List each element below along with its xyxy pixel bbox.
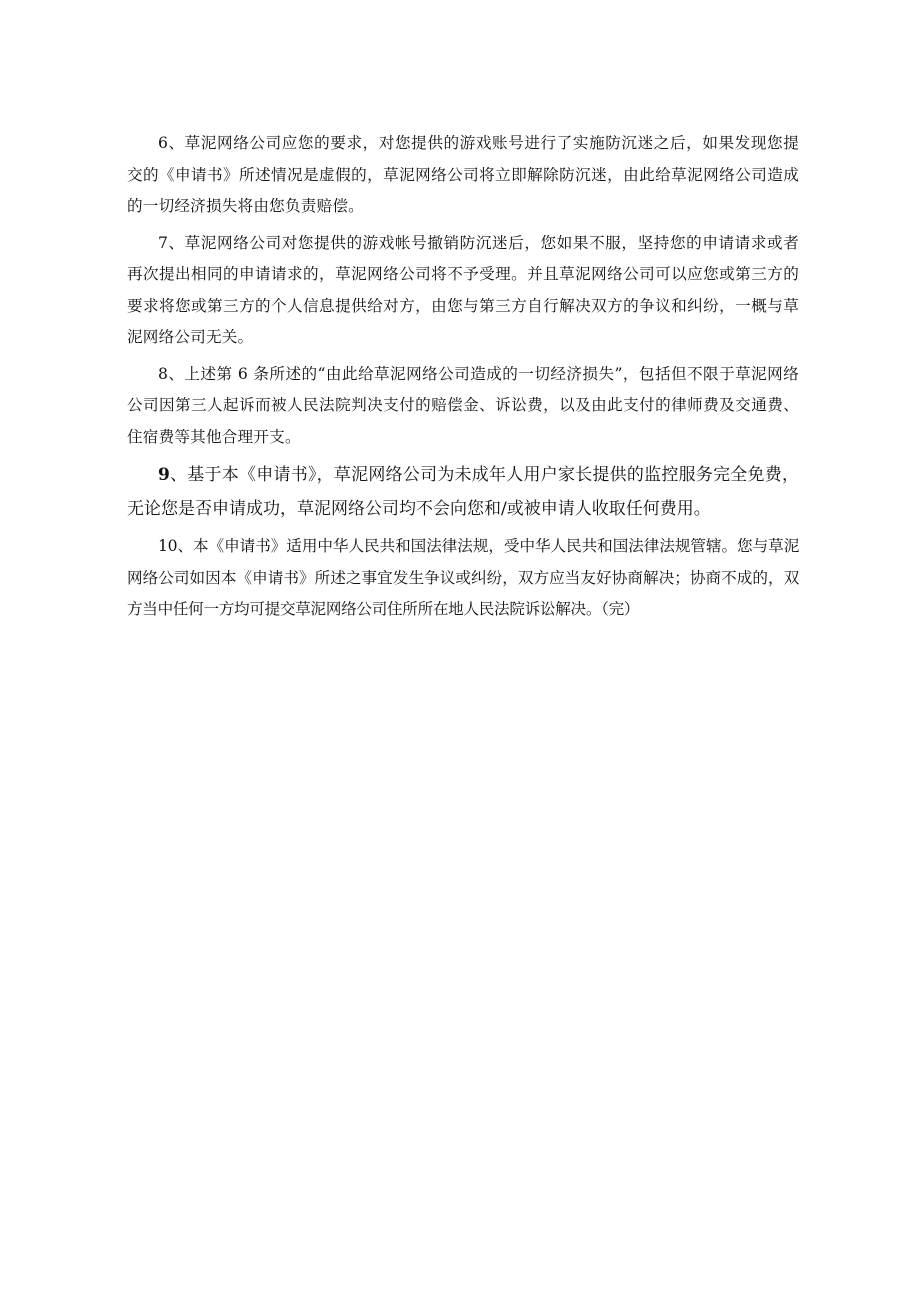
document-body — [127, 128, 799, 631]
paragraph-text: 、本《申请书》适用中华人民共和国法律法规，受中华人民共和国法律法规管辖。您与草泥网络公司如因本《申请书》所述之事宜发生争议或纠纷，双方应当友好协商解决；协商不成的，双方当中任何一方均可提交草泥网络公司住所所在地人民法院诉讼解决。（完） — [127, 537, 799, 618]
paragraph-text: 、上述第 6 条所述的“由此给草泥网络公司造成的一切经济损失”，包括但不限于草泥网络公司因第三人起诉而被人民法院判决支付的赔偿金、诉讼费，以及由此支付的律师费及交通费、住宿费等其他合理开支。 — [127, 364, 799, 446]
paragraph-10 — [127, 531, 799, 626]
paragraph-7 — [127, 228, 799, 354]
paragraph-text: 、基于本《申请书》，草泥网络公司为未成年人用户家长提供的监控服务完全免费，无论您是否申请成功，草泥网络公司均不会向您和/或被申请人收取任何费用。 — [127, 465, 799, 519]
paragraph-number: 8 — [158, 364, 169, 383]
paragraph-text: 、草泥网络公司对您提供的游戏帐号撤销防沉迷后，您如果不服，坚持您的申请请求或者再次提出相同的申请请求的，草泥网络公司将不予受理。并且草泥网络公司可以应您或第三方的要求将您或第三方的个人信息提供给对方，由您与第三方自行解决双方的争议和纠纷，一概与草泥网络公司无关。 — [127, 233, 799, 346]
paragraph-number: 7 — [158, 233, 169, 252]
paragraph-9 — [127, 458, 799, 526]
paragraph-number: 6 — [158, 134, 169, 152]
paragraph-number: 9 — [158, 465, 170, 485]
paragraph-6 — [127, 128, 799, 223]
paragraph-8 — [127, 359, 799, 454]
paragraph-number: 10 — [158, 537, 178, 555]
paragraph-text: 、草泥网络公司应您的要求，对您提供的游戏账号进行了实施防沉迷之后，如果发现您提交的《申请书》所述情况是虚假的，草泥网络公司将立即解除防沉迷，由此给草泥网络公司造成的一切经济损失将由您负责赔偿。 — [127, 134, 799, 215]
